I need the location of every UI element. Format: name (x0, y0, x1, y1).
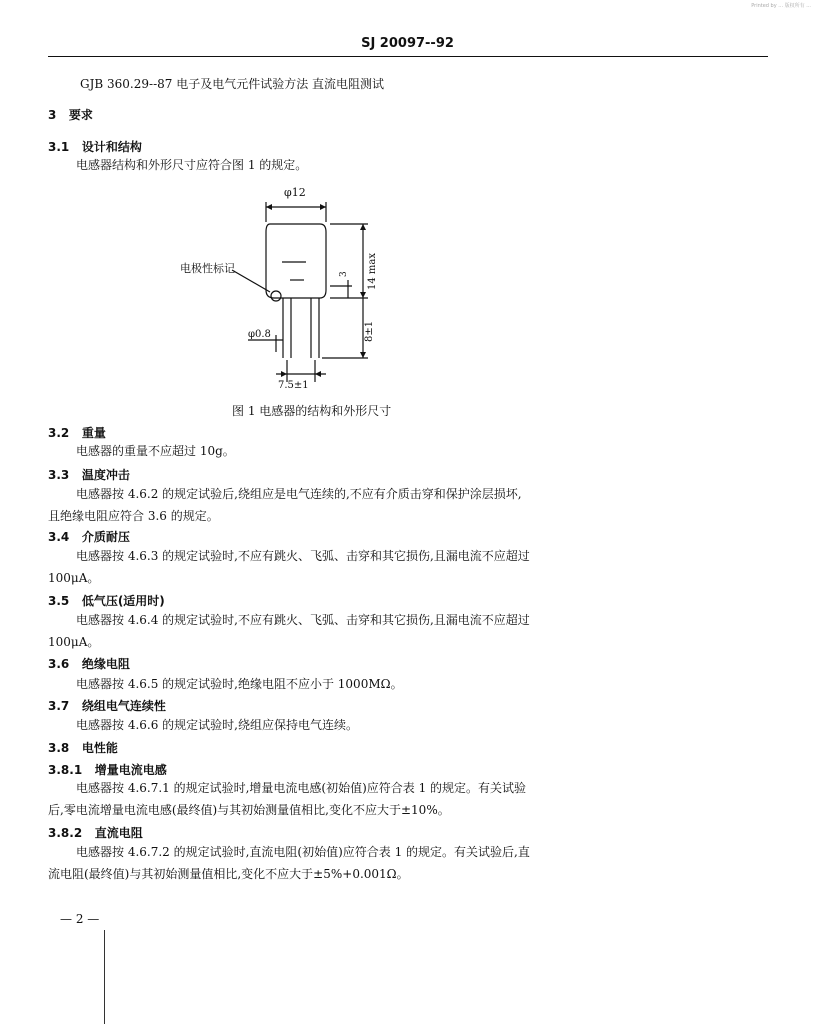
binding-line (104, 930, 105, 1024)
paragraph-3-8-1 (48, 777, 616, 821)
label-polarity-marker: 电极性标记 (180, 262, 235, 275)
paragraph-3-6 (76, 673, 616, 695)
leader-line (232, 270, 270, 292)
inductor-body (266, 224, 326, 298)
reference-standard: GJB 360.29--87 电子及电气元件试验方法 直流电阻测试 (80, 77, 385, 91)
section-title: 增量电流电感 (94, 763, 167, 777)
section-title: 要求 (68, 108, 93, 122)
arrowhead (320, 204, 326, 210)
paragraph-line: 电感器的重量不应超过 10g。 (76, 444, 235, 458)
paragraph-3-3 (48, 483, 616, 527)
section-number: 3.8.2 (48, 826, 83, 840)
section-title: 电性能 (81, 741, 118, 755)
page-number: — 2 — (60, 912, 100, 926)
arrowhead (315, 371, 321, 377)
paragraph-line: 电感器按 4.6.3 的规定试验时,不应有跳火、飞弧、击穿和其它损伤,且漏电流不应超过 (76, 549, 530, 563)
section-number: 3.5 (48, 594, 70, 608)
section-number: 3 (48, 108, 57, 122)
paragraph-line: 100μA。 (48, 635, 100, 649)
dim-label-small: 3 (339, 271, 349, 277)
dim-label-lead-length: 8±1 (364, 320, 375, 342)
section-3-8-2-heading (48, 824, 143, 841)
section-title: 绝缘电阻 (81, 657, 130, 671)
section-3-5-heading (48, 592, 165, 609)
section-title: 重量 (81, 426, 106, 440)
arrowhead (281, 371, 287, 377)
arrowhead (360, 224, 366, 230)
section-number: 3.1 (48, 140, 70, 154)
paragraph-line: 电感器按 4.6.4 的规定试验时,不应有跳火、飞弧、击穿和其它损伤,且漏电流不应超过 (76, 613, 530, 627)
paragraph-line: 后,零电流增量电流电感(最终值)与其初始测量值相比,变化不应大于±10%。 (48, 803, 450, 817)
section-3-8-heading (48, 739, 118, 756)
dim-label-diameter: φ12 (284, 186, 306, 199)
paragraph-line: 且绝缘电阻应符合 3.6 的规定。 (48, 509, 219, 523)
section-number: 3.7 (48, 699, 70, 713)
section-number: 3.8.1 (48, 763, 83, 777)
section-3-heading (48, 106, 93, 123)
header-rule (48, 56, 768, 57)
section-3-2-heading (48, 424, 106, 441)
paragraph-3-1 (76, 154, 616, 176)
polarity-dot (271, 291, 281, 301)
section-3-7-heading (48, 697, 166, 714)
paragraph-line: 电感器按 4.6.5 的规定试验时,绝缘电阻不应小于 1000MΩ。 (76, 677, 403, 691)
section-number: 3.8 (48, 741, 70, 755)
section-number: 3.2 (48, 426, 70, 440)
paragraph-line: 100μA。 (48, 571, 100, 585)
paragraph-3-8-2 (48, 841, 616, 885)
paragraph-line: 电感器按 4.6.6 的规定试验时,绕组应保持电气连续。 (76, 718, 358, 732)
section-title: 直流电阻 (94, 826, 143, 840)
inductor-drawing (170, 180, 470, 395)
section-title: 介质耐压 (81, 530, 130, 544)
arrowhead (266, 204, 272, 210)
section-3-1-heading (48, 138, 142, 155)
figure-caption: 图 1 电感器的结构和外形尺寸 (232, 404, 392, 418)
section-title: 低气压(适用时) (81, 594, 165, 608)
section-3-8-1-heading (48, 761, 167, 778)
section-number: 3.4 (48, 530, 70, 544)
paragraph-line: 流电阻(最终值)与其初始测量值相比,变化不应大于±5%+0.001Ω。 (48, 867, 409, 881)
corner-watermark: Printed by ... 版权所有 ... (751, 3, 811, 9)
document-code: SJ 20097--92 (361, 36, 454, 51)
section-number: 3.3 (48, 468, 70, 482)
paragraph-line: 电感器按 4.6.2 的规定试验后,绕组应是电气连续的,不应有介质击穿和保护涂层损坏, (76, 487, 522, 501)
paragraph-3-5 (48, 609, 616, 653)
dim-label-height: 14 max (367, 253, 378, 290)
section-3-6-heading (48, 655, 130, 672)
paragraph-line: 电感器按 4.6.7.1 的规定试验时,增量电流电感(初始值)应符合表 1 的规定。有关试验 (76, 781, 527, 795)
paragraph-3-4 (48, 545, 616, 589)
section-title: 绕组电气连续性 (81, 699, 166, 713)
paragraph-3-7 (76, 714, 616, 736)
paragraph-line: 电感器结构和外形尺寸应符合图 1 的规定。 (76, 158, 308, 172)
section-number: 3.6 (48, 657, 70, 671)
dim-label-lead-diameter: φ0.8 (248, 329, 271, 340)
dim-label-pitch: 7.5±1 (278, 380, 309, 391)
paragraph-line: 电感器按 4.6.7.2 的规定试验时,直流电阻(初始值)应符合表 1 的规定。有关试验后,直 (76, 845, 530, 859)
section-3-3-heading (48, 466, 130, 483)
section-3-4-heading (48, 528, 130, 545)
section-title: 设计和结构 (81, 140, 142, 154)
arrowhead (360, 352, 366, 358)
paragraph-3-2 (76, 440, 616, 462)
arrowhead (360, 292, 366, 298)
section-title: 温度冲击 (81, 468, 130, 482)
